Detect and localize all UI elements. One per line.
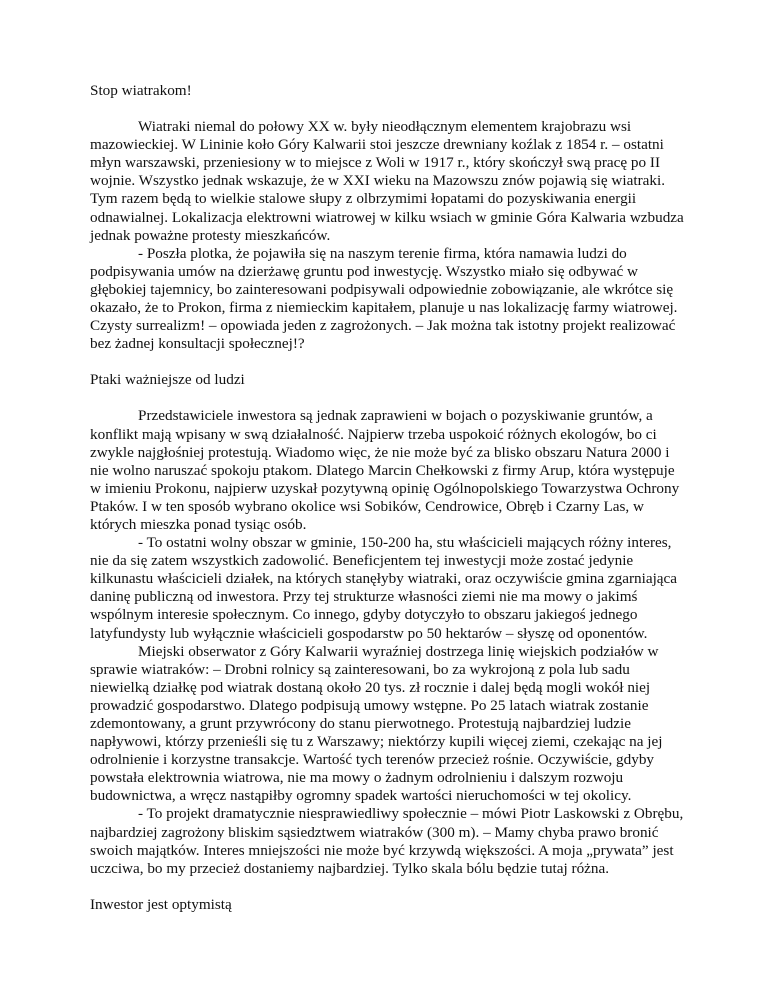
paragraph: Przedstawiciele inwestora są jednak zaprawieni w bojach o pozyskiwanie gruntów, a konflikt mają wpisany w swą działalność. Najpierw trzeba uspokoić różnych ekologów, bo ci zwykle najgłośniej protestują. Wiadomo więc, że nie może być za blisko obszaru Natura 2000 i nie wolno naruszać spokoju ptakom. Dlatego Marcin Chełkowski z firmy Arup, która występuje w imieniu Prokonu, najpierw uzyskał pozytywną opinię Ogólnopolskiego Towarzystwa Ochrony Ptaków. I w ten sposób wybrano okolice wsi Sobików, Cendrowice, Obręb i Czarny Las, w których mieszka ponad tysiąc osób. <box>90 407 680 533</box>
paragraph: - To projekt dramatycznie niesprawiedliwy społecznie – mówi Piotr Laskowski z Obrębu, najbardziej zagrożony bliskim sąsiedztwem wiatraków (300 m). – Mamy chyba prawo bronić swoich majątków. Interes mniejszości nie może być krzywdą większości. A moja „prywata” jest uczciwa, bo my przecież dostaniemy najbardziej. Tylko skala bólu będzie tutaj różna. <box>90 805 684 877</box>
section-heading: Ptaki ważniejsze od ludzi <box>90 371 245 389</box>
document-title: Stop wiatrakom! <box>90 82 192 99</box>
document-page <box>90 82 686 932</box>
section-birds <box>90 407 686 877</box>
paragraph: Miejski obserwator z Góry Kalwarii wyraźniej dostrzega linię wiejskich podziałów w sprawie wiatraków: – Drobni rolnicy są zainteresowani, bo za wykrojoną z pola lub sadu niewielką działkę pod wiatrak dostaną około 20 tys. zł rocznie i dalej będą mogli wokół niej prowadzić gospodarstwo. Dlatego podpisują umowy wstępne. Po 25 latach wiatrak zostanie zdemontowany, a grunt przywrócony do stanu pierwotnego. Protestują najbardziej ludzie napływowi, którzy przenieśli się tu z Warszawy; niektórzy kupili więcej ziemi, czekając na jej odrolnienie i korzystne transakcje. Wartość tych terenów przecież rośnie. Oczywiście, gdyby powstała elektrownia wiatrowa, nie ma mowy o żadnym odrolnieniu i dalszym rozwoju budownictwa, a wręcz nastąpiłby ogromny spadek wartości nieruchomości w tej okolicy. <box>90 642 663 805</box>
paragraph: - Poszła plotka, że pojawiła się na naszym terenie firma, która namawia ludzi do podpisywania umów na dzierżawę gruntu pod inwestycję. Wszystko miało się odbywać w głębokiej tajemnicy, bo zainteresowani podpisywali odpowiednie zobowiązanie, ale wkrótce się okazało, że to Prokon, firma z niemieckim kapitałem, planuje u nas lokalizację farmy wiatrowej. Czysty surrealizm! – opowiada jeden z zagrożonych. – Jak można tak istotny projekt realizować bez żadnej konsultacji społecznej!? <box>90 244 678 353</box>
paragraph: - To ostatni wolny obszar w gminie, 150-200 ha, stu właścicieli mających różny interes, nie da się zatem wszystkich zadowolić. Beneficjentem tej inwestycji może zostać jedynie kilkunastu właścicieli działek, na których stanęłyby wiatraki, oraz oczywiście gmina zgarniająca daninę publiczną od inwestora. Przy tej strukturze własności ziemi nie ma mowy o jakimś wspólnym interesie społecznym. Co innego, gdyby dotyczyło to obszaru jakiegoś jednego latyfundysty lub wyłącznie właścicieli gospodarstw po 50 hektarów – słyszę od oponentów. <box>90 534 678 642</box>
paragraph: Wiatraki niemal do połowy XX w. były nieodłącznym elementem krajobrazu wsi mazowieckiej. W Lininie koło Góry Kalwarii stoi jeszcze drewniany koźlak z 1854 r. – ostatni młyn warszawski, przeniesiony w to miejsce z Woli w 1917 r., który skończył swą pracę po II wojnie. Wszystko jednak wskazuje, że w XXI wieku na Mazowszu znów pojawią się wiatraki. Tym razem będą to wielkie stalowe słupy z olbrzymimi łopatami do pozyskiwania energii odnawialnej. Lokalizacja elektrowni wiatrowej w kilku wsiach w gminie Góra Kalwaria wzbudza jednak poważne protesty mieszkańców. <box>90 118 684 244</box>
section-intro <box>90 118 686 353</box>
section-heading: Inwestor jest optymistą <box>90 895 232 913</box>
